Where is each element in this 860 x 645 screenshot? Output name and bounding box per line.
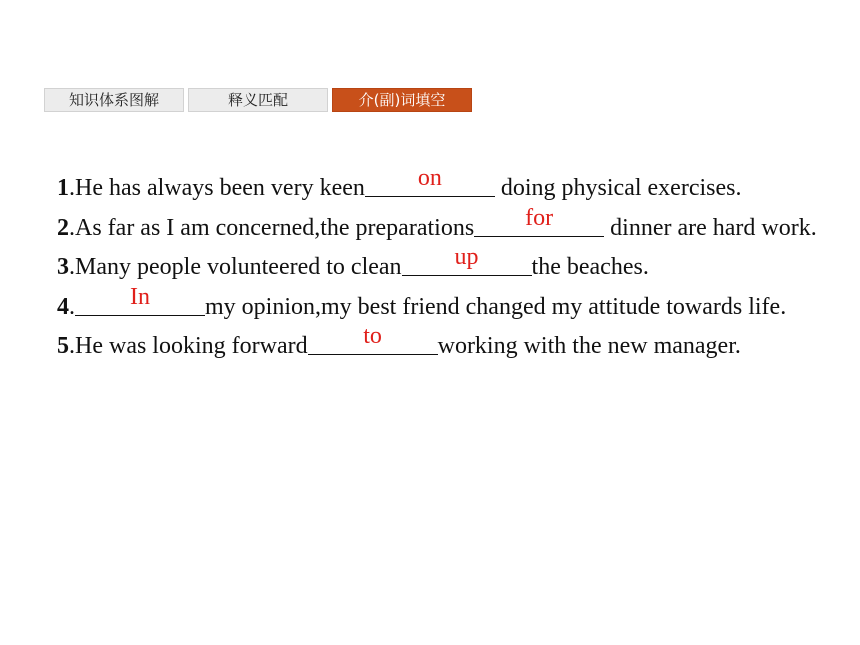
- answer-text: to: [363, 323, 382, 349]
- tab-bar: [44, 88, 472, 112]
- question-text-after: my opinion,my best friend changed my attitude towards life.: [205, 293, 787, 320]
- question-number: 2: [57, 214, 69, 241]
- question-text-before: .He has always been very keen: [69, 175, 365, 201]
- question-text-before: .He was looking forward: [69, 333, 308, 359]
- answer-blank: [308, 323, 438, 355]
- question-4: [57, 283, 817, 327]
- question-3: [57, 244, 817, 287]
- exercise-list: [57, 165, 817, 366]
- question-text-before: .As far as I am concerned,the preparations: [69, 214, 475, 241]
- question-text-after: the beaches.: [531, 254, 649, 280]
- question-text-before: .: [69, 293, 75, 320]
- question-text-after: doing physical exercises.: [494, 175, 742, 201]
- answer-text: on: [417, 165, 442, 191]
- tab-definition-matching[interactable]: 释义匹配: [188, 88, 328, 112]
- tab-knowledge-diagram[interactable]: 知识体系图解: [44, 88, 184, 112]
- question-number: 4: [57, 293, 69, 320]
- question-number: 3: [57, 254, 69, 280]
- answer-blank: [75, 283, 205, 316]
- question-2: [57, 204, 817, 248]
- answer-text: In: [130, 283, 150, 310]
- answer-blank: [474, 204, 604, 237]
- tab-preposition-fill-in[interactable]: 介(副)词填空: [332, 88, 472, 112]
- answer-blank: [402, 244, 532, 276]
- answer-blank: [365, 165, 495, 197]
- question-1: [57, 165, 817, 208]
- answer-text: up: [454, 244, 479, 270]
- question-text-after: dinner are hard work.: [604, 214, 817, 241]
- question-text-before: .Many people volunteered to clean: [69, 254, 402, 280]
- question-number: 1: [57, 175, 69, 201]
- question-number: 5: [57, 333, 69, 359]
- answer-text: for: [525, 204, 554, 231]
- question-5: [57, 323, 817, 366]
- question-text-after: working with the new manager.: [437, 333, 741, 359]
